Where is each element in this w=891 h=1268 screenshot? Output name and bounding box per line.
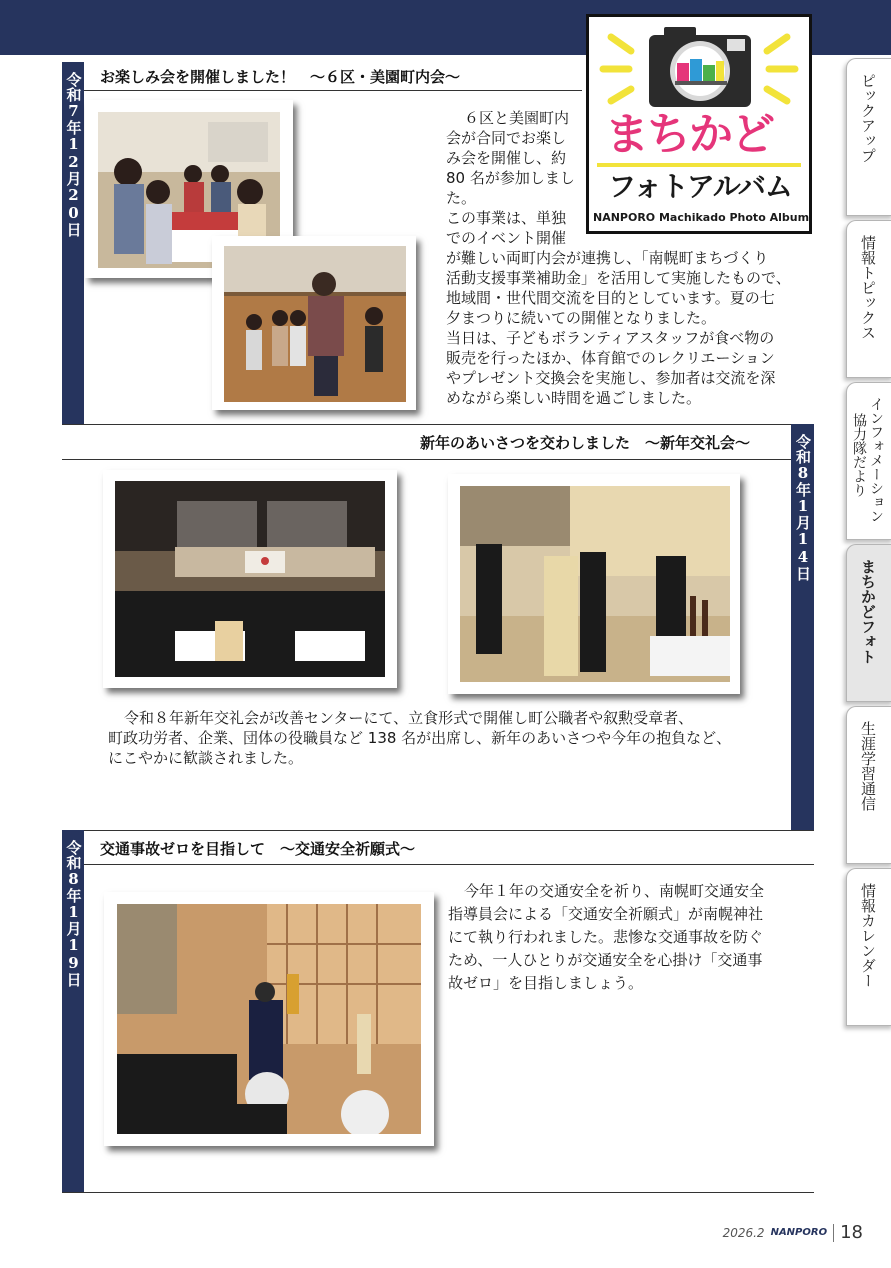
photo-shinnen-hall [103,470,397,688]
tab-pickup[interactable] [846,58,891,216]
article3-line: ため、一人ひとりが交通安全を心掛け「交通事 [448,951,763,969]
article1-date-bar [62,62,84,424]
article2-line: 町政功労者、企業、団体の役職員など 138 名が出席し、新年のあいさつや今年の抱負など、 [108,729,732,747]
article3-date: 令和8年1月19日 [64,840,83,987]
article1-title: お楽しみ会を開催しました！ ～６区・美園町内会～ [100,68,461,86]
article1-line: やプレゼント交換会を実施し、参加者は交流を深 [446,369,776,387]
tab-calendar-label: 情報カレンダー [859,883,877,988]
article1-line: ６区と美園町内 [464,109,570,127]
article2-line: 令和８年新年交礼会が改善センターにて、立食形式で開催し町公職者や叙勲受章者、 [124,709,694,727]
article1-line: 当日は、子どもボランティアスタッフが食べ物の [446,329,775,347]
article1-date: 令和7年12月20日 [64,72,83,237]
tab-topics[interactable] [846,220,891,378]
tab-information-label: インフォメーション [868,397,884,523]
tab-calendar[interactable] [846,868,891,1026]
article1-line: が難しい両町内会が連携し、「南幌町まちづくり [446,249,769,267]
photo-shinnen-standing [448,474,740,694]
article1-line: 地域間・世代間交流を目的としています。夏の七 [446,289,775,307]
article1-bottom-rule [62,424,814,425]
article2-bottom-rule [62,830,814,831]
article3-date-bar [62,830,84,1192]
article2-title-rule [62,459,791,460]
article3-bottom-rule [62,1192,814,1193]
article1-line: 80 名が参加しまし [446,169,575,187]
footer-separator [833,1224,834,1242]
article3-line: 今年１年の交通安全を祈り、南幌町交通安全 [464,882,765,900]
article1-line: めながら楽しい時間を過ごしました。 [446,389,702,407]
article1-line: た。 [446,189,477,207]
logo-sub-text: フォトアルバム [608,170,792,203]
article1-body [446,108,812,408]
logo-main-text: まちかど [605,109,773,160]
tab-pickup-label: ピックアップ [859,73,877,163]
photo-oshimikai-gym [212,236,416,410]
article2-body [108,708,778,768]
article3-line: にて執り行われました。悲惨な交通事故を防ぐ [448,928,764,946]
article2-date-bar [791,424,814,830]
footer-brand: NANPORO [770,1227,828,1238]
page-number: 18 [840,1222,863,1243]
tab-topics-label: 情報トピックス [859,235,877,340]
tab-machikado-photo-label: まちかどフォト [859,559,877,664]
article1-line: でのイベント開催 [446,229,567,247]
article3-title-rule [84,864,814,865]
article2-date: 令和8年1月14日 [794,434,812,581]
footer-issue: 2026.2 [722,1225,765,1240]
tab-lifelong-learning[interactable] [846,706,891,864]
tab-machikado-photo[interactable] [846,544,891,702]
article1-line: この事業は、単独 [446,209,567,227]
article3-line: 指導員会による「交通安全祈願式」が南幌神社 [448,905,764,923]
photo-kitou-shrine [104,892,434,1146]
article3-body [448,880,804,995]
article1-title-rule [84,90,582,91]
article2-line: にこやかに歓談されました。 [108,749,304,767]
article1-line: 夕まつりに続いての開催となりました。 [446,309,717,327]
article1-line: 販売を行ったほか、体育館でのレクリエーション [446,349,775,367]
article2-title: 新年のあいさつを交わしました ～新年交礼会～ [420,434,751,452]
logo-english-text: NANPORO Machikado Photo Album [593,211,810,224]
article1-line: み会を開催し、約 [446,149,567,167]
article1-line: 活動支援事業補助金」を活用して実施したもので、 [446,269,791,287]
article3-line: 故ゼロ」を目指しましょう。 [448,974,644,992]
tab-information[interactable] [846,382,891,540]
article1-line: 会が合同でお楽し [446,129,567,147]
article3-title: 交通事故ゼロを目指して ～交通安全祈願式～ [100,840,416,858]
page-footer [723,1222,863,1243]
tab-information-label2: 協力隊だより [851,413,867,497]
tab-lifelong-learning-label: 生涯学習通信 [859,721,877,811]
